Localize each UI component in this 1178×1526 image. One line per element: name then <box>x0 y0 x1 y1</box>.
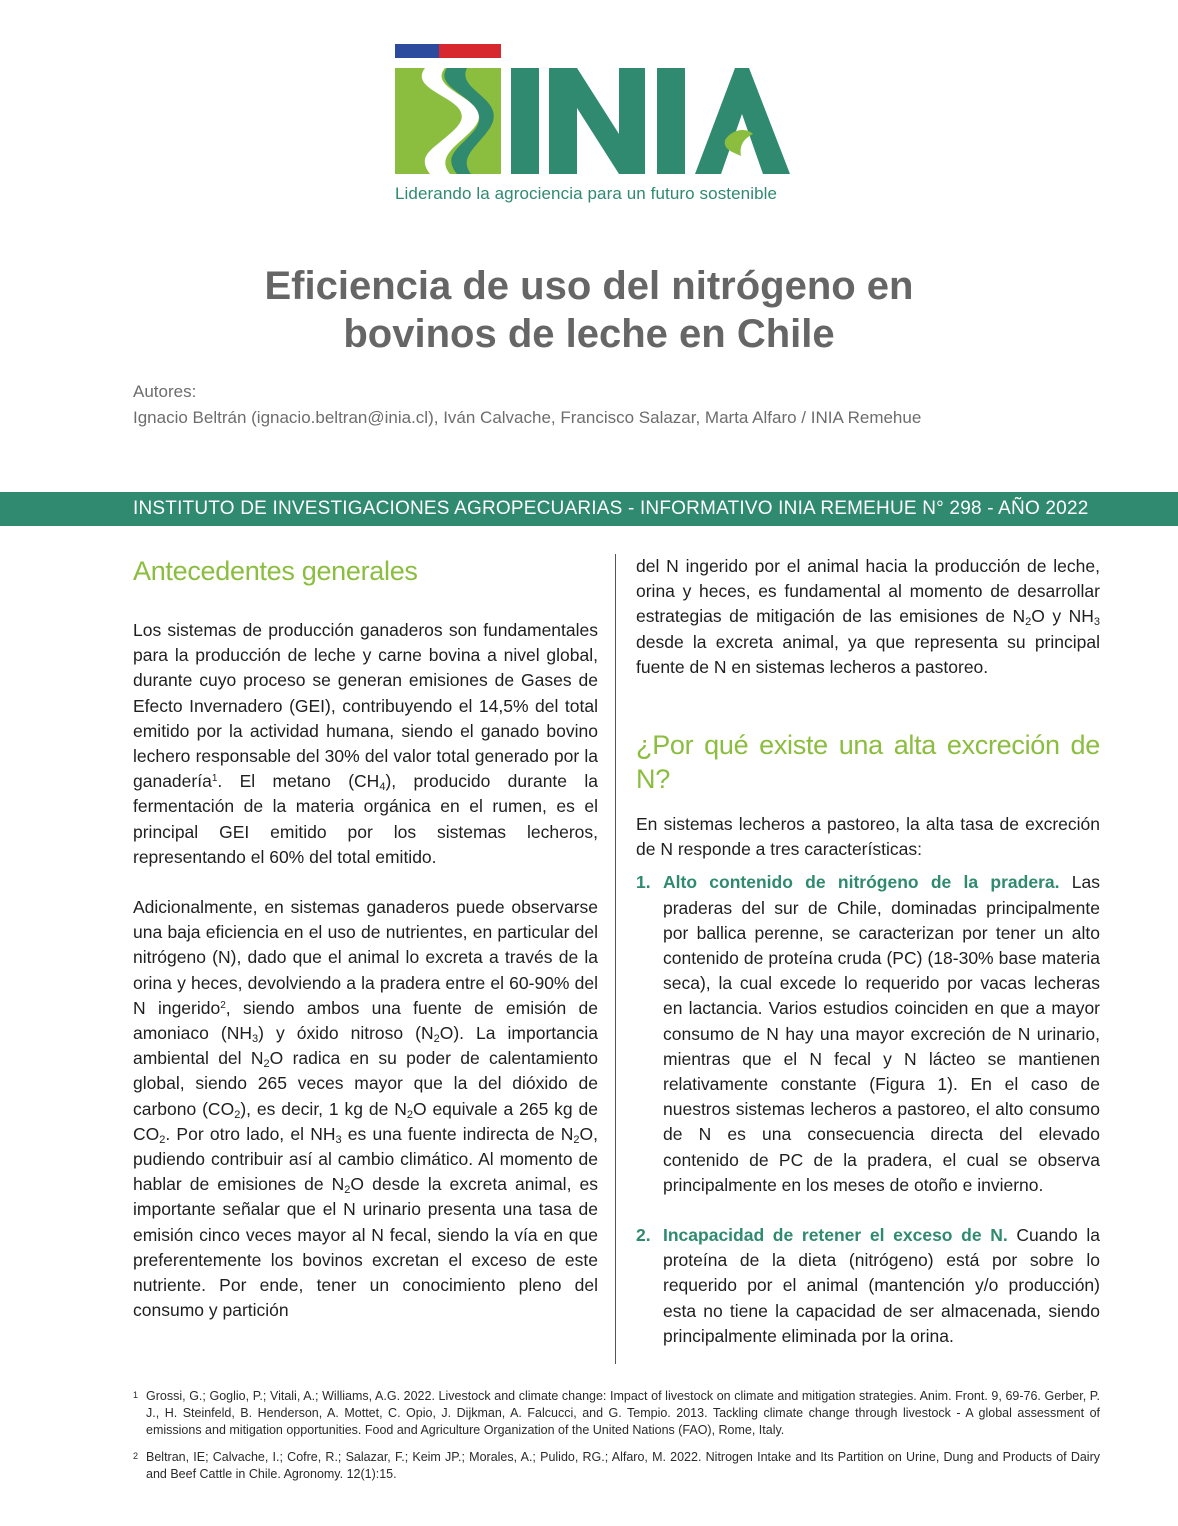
logo-letter-a <box>695 68 790 174</box>
footnotes <box>133 1388 1100 1492</box>
footnote-number: 1 <box>133 1390 139 1400</box>
list-item <box>636 1223 1100 1349</box>
footnote-number: 2 <box>133 1450 139 1461</box>
list-item-text: Cuando la proteína de la dieta (nitrógeno) está por sobre lo requerido por el animal (mantención y/o producción) esta no tiene la capacidad de ser almacenada, siendo principalmente eliminada por la orina. <box>663 1225 1100 1346</box>
list-item-text: Las praderas del sur de Chile, dominadas principalmente por ballica perenne, se caracterizan por tener un alto contenido de proteína cruda (PC) (18-30% base materia seca), la cual excede lo requerido por vacas lecheras en lactancia. Varios estudios coinciden en que a mayor consumo de N hay una mayor excreción de N urinario, mientras que el N fecal y N lácteo se mantienen relativamente constante (Figura 1). En el caso de nuestros sistemas lecheros a pastoreo, el alto consumo de N es una consecuencia directa del elevado contenido de PC de la pradera, el cual se observa principalmente en los meses de otoño e invierno. <box>663 872 1100 1195</box>
authors-label: Autores: <box>133 382 197 401</box>
logo-letter-i1 <box>511 68 539 174</box>
flag-red-stripe <box>439 44 501 58</box>
logo-tagline: Liderando la agrociencia para un futuro sostenible <box>395 184 778 203</box>
banner-text: INSTITUTO DE INVESTIGACIONES AGROPECUARIAS - INFORMATIVO INIA REMEHUE N° 298 - AÑO 2022 <box>133 498 1089 519</box>
list-item-lead: Alto contenido de nitrógeno de la pradera. <box>663 872 1060 893</box>
paragraph-2: Adicionalmente, en sistemas ganaderos puede observarse una baja eficiencia en el uso de nutrientes, en particular del nitrógeno (N), dado que el animal lo excreta a través de la orina y heces, devolviendo a la pradera entre el 60-90% del N ingerido$^2$, siendo ambos una fuente de emisión de amoniaco $(NH_3)$ y óxido nitroso $(N_2O)$. La importancia ambiental del $N_2O$ radica en su poder de calentamiento global, siendo 265 veces mayor que la del dióxido de carbono $(CO_2)$, es decir, 1 kg de $N_2O$ equivale a 265 kg de $CO_2$. Por otro lado, el $NH_3$ es una fuente indirecta de $N_2O$, pudiendo contribuir así al cambio climático. Al momento de hablar de emisiones de $N_2O$ desde la excreta animal, es importante señalar que el N urinario presenta una tasa de emisión cinco veces mayor al N fecal, siendo la vía en que preferentemente los bovinos excretan el exceso de este nutriente. Por ende, tener un conocimiento pleno del consumo y partición <box>133 897 599 1321</box>
footnote <box>133 1388 1100 1440</box>
list-item-lead: Incapacidad de retener el exceso de N. <box>663 1225 1008 1246</box>
title-line-2: bovinos de leche en Chile <box>343 312 835 356</box>
footnote <box>133 1449 1100 1483</box>
authors-names: Ignacio Beltrán (ignacio.beltran@inia.cl), Iván Calvache, Francisco Salazar, Marta Alfaro / INIA Remehue <box>133 408 922 427</box>
title-line-1: Eficiencia de uso del nitrógeno en <box>264 264 914 308</box>
list-item <box>636 870 1100 1198</box>
logo-letter-i2 <box>657 68 685 174</box>
paragraph-2-continued: del N ingerido por el animal hacia la producción de leche, orina y heces, es fundamental al momento de desarrollar estrategias de mitigación de las emisiones de $N_2O$ y $NH_3$ desde la excreta animal, ya que representa su principal fuente de N en sistemas lecheros a pastoreo. <box>636 556 1100 677</box>
publication-banner <box>0 492 1178 526</box>
section-heading-antecedentes: Antecedentes generales <box>133 556 418 586</box>
page-title <box>0 262 1178 358</box>
right-column <box>636 554 1100 1349</box>
section-heading-excrecion: ¿Por qué existe una alta excreción de N? <box>636 730 1100 795</box>
section2-intro: En sistemas lecheros a pastoreo, la alta tasa de excreción de N responde a tres características: <box>636 814 1100 860</box>
logo-letter-n <box>549 68 645 174</box>
footnote-text: Grossi, G.; Goglio, P.; Vitali, A.; Williams, A.G. 2022. Livestock and climate change: Impact of livestock on climate and mitigation strategies. Anim. Front. 9, 69-76. Gerber, P. J., H. Steinfeld, B. Henderson, A. Mottet, C. Opio, J. Dijkman, A. Falcucci, and G. Tempio. 2013. Tackling climate change through livestock - A global assessment of emissions and mitigation opportunities. Food and Agriculture Organization of the United Nations (FAO), Rome, Italy. <box>146 1389 1100 1438</box>
paragraph-1: Los sistemas de producción ganaderos son fundamentales para la producción de leche y carne bovina a nivel global, durante cuyo proceso se generan emisiones de Gases de Efecto Invernadero (GEI), contribuyendo el 14,5% del total emitido por la actividad humana, siendo el ganado bovino lechero responsable del 30% del valor total generado por la ganadería$^1$. El metano $(CH_4)$, producido durante la fermentación de la materia orgánica en el rumen, es el principal GEI emitido por los sistemas lecheros, representando el 60% del total emitido. <box>133 620 598 867</box>
column-divider <box>615 554 616 1364</box>
flag-blue-stripe <box>395 44 439 58</box>
list-item-number: 1. <box>636 872 651 893</box>
footnote-text: Beltran, IE; Calvache, I.; Cofre, R.; Salazar, F.; Keim JP.; Morales, A.; Pulido, RG.; Alfaro, M. 2022. Nitrogen Intake and Its Partition on Urine, Dung and Products of Dairy and Beef Cattle in Chile. Agronomy. 12(1):15. <box>146 1449 1100 1481</box>
list-item-number: 2. <box>636 1225 651 1246</box>
left-column <box>133 554 598 1323</box>
